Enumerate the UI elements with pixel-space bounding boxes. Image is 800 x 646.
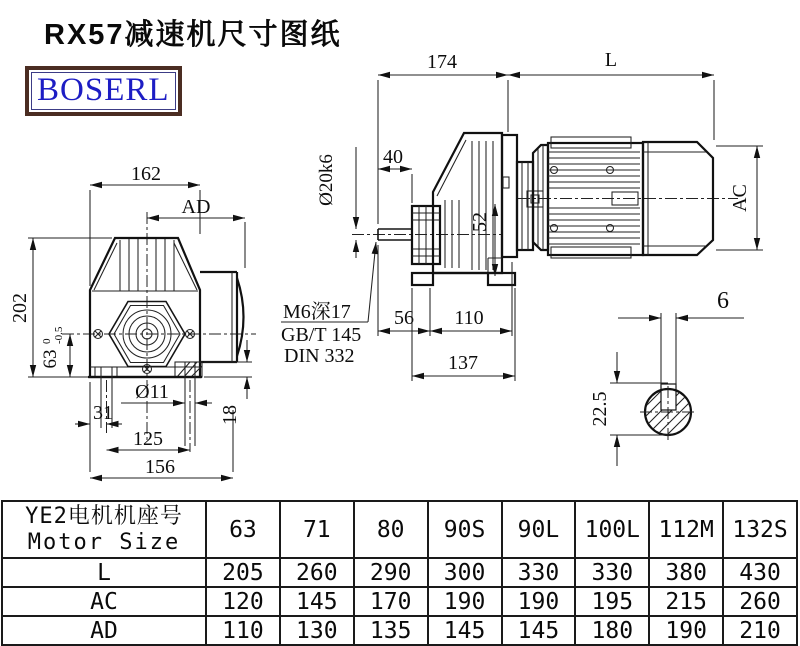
column-header: 90L: [502, 501, 576, 558]
table-cell: 130: [280, 616, 354, 645]
note-din-label: DIN 332: [284, 345, 355, 367]
table-header-row: [2, 501, 797, 558]
table-cell: 145: [502, 616, 576, 645]
table-cell: 120: [206, 587, 280, 616]
table-row: [2, 558, 797, 587]
logo-text: BOSERL: [37, 72, 170, 108]
table-cell: 260: [723, 587, 797, 616]
table-cell: 190: [649, 616, 723, 645]
front-view-dimensions: [9, 163, 252, 478]
table-cell: 135: [354, 616, 428, 645]
dim-63-label: 63: [40, 349, 61, 369]
table-cell: 215: [649, 587, 723, 616]
dim-174-label: 174: [427, 51, 457, 73]
table-cell: 110: [206, 616, 280, 645]
row-label: L: [2, 558, 206, 587]
motor-size-header: [2, 501, 206, 558]
dim-56-label: 56: [394, 307, 414, 329]
size-table: [1, 500, 798, 646]
table-cell: 180: [575, 616, 649, 645]
table-cell: 205: [206, 558, 280, 587]
dim-AD-label: AD: [181, 196, 211, 218]
header-en: Motor Size: [27, 529, 181, 555]
column-header: 90S: [428, 501, 502, 558]
table-cell: 195: [575, 587, 649, 616]
dim-156-label: 156: [145, 456, 175, 478]
note-tap-label: M6深17: [283, 301, 351, 323]
table-cell: 145: [428, 616, 502, 645]
dim-18-label: 18: [219, 405, 241, 425]
column-header: 112M: [649, 501, 723, 558]
table-cell: 260: [280, 558, 354, 587]
dim-137-label: 137: [448, 352, 478, 374]
dim-31-label: 31: [93, 402, 113, 424]
column-header: 100L: [575, 501, 649, 558]
dim-52-label: 52: [469, 212, 491, 232]
dim-6-label: 6: [717, 288, 729, 314]
note-gb-label: GB/T 145: [281, 324, 362, 346]
dim-L-label: L: [604, 49, 618, 71]
table-cell: 430: [723, 558, 797, 587]
dim-AC-label: AC: [729, 184, 751, 212]
table-cell: 330: [502, 558, 576, 587]
table-cell: 210: [723, 616, 797, 645]
dim-125-label: 125: [133, 428, 163, 450]
table-cell: 145: [280, 587, 354, 616]
table-cell: 290: [354, 558, 428, 587]
table-cell: 170: [354, 587, 428, 616]
table-row: [2, 587, 797, 616]
dim-22-5-label: 22.5: [589, 391, 611, 427]
dim-110-label: 110: [454, 307, 484, 329]
dim-40-label: 40: [383, 146, 403, 168]
table-cell: 190: [502, 587, 576, 616]
column-header: 63: [206, 501, 280, 558]
table-row: [2, 616, 797, 645]
size-table-wrap: [1, 500, 798, 646]
column-header: 71: [280, 501, 354, 558]
dim-162-label: 162: [131, 163, 161, 185]
table-cell: 190: [428, 587, 502, 616]
row-label: AD: [2, 616, 206, 645]
column-header: 80: [354, 501, 428, 558]
shaft-key-section: [589, 288, 744, 466]
table-cell: 380: [649, 558, 723, 587]
dim-63-tol-upper: 0: [41, 338, 53, 344]
page-title: RX57减速机尺寸图纸: [44, 19, 342, 51]
header-cn: YE2电机机座号: [25, 503, 183, 529]
dim-202-label: 202: [9, 293, 31, 323]
row-label: AC: [2, 587, 206, 616]
side-view: [352, 133, 738, 285]
dim-dia11-label: Ø11: [135, 381, 169, 403]
table-cell: 330: [575, 558, 649, 587]
dim-dia20k6-label: Ø20k6: [316, 154, 337, 206]
table-cell: 300: [428, 558, 502, 587]
dim-63-tol-lower: -0.5: [53, 326, 65, 344]
column-header: 132S: [723, 501, 797, 558]
